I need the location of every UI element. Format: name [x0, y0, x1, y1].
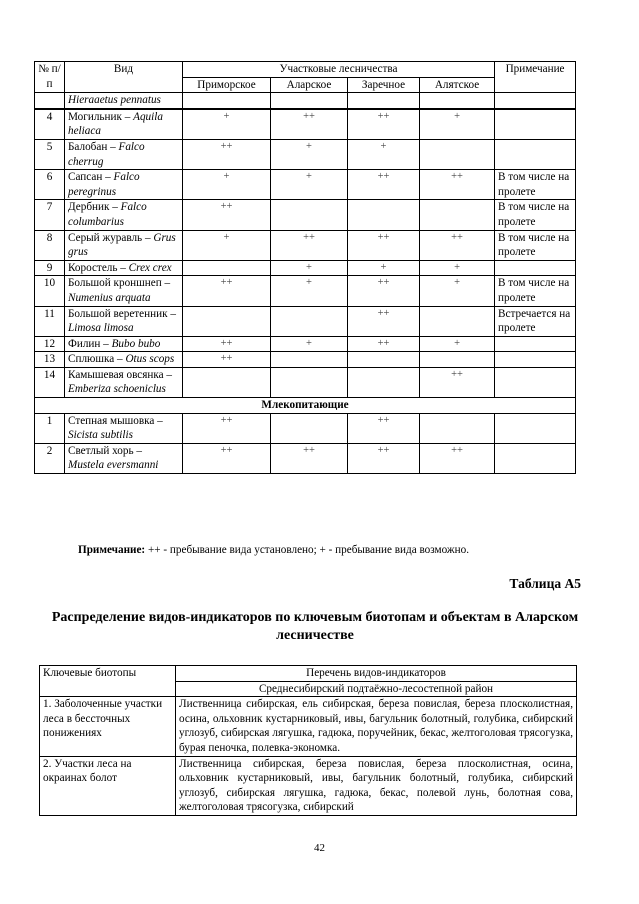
indicator-species-list: Лиственница сибирская, ель сибирская, береза повислая, береза плосколистная, осина, ольховник кустарниковый, ивы, багульник болотный, голубика, сибирский углозуб, сибирская лягушка, гадюка, поручейник, бекас, желтоголовая трясогузка, бурая пеночка, полевка-экономка.	[176, 697, 577, 756]
table-footnote	[78, 544, 469, 556]
presence-mark: ++	[348, 306, 420, 336]
presence-mark: ++	[420, 230, 495, 260]
presence-mark	[348, 200, 420, 230]
header-biotopes: Ключевые биотопы	[40, 666, 176, 697]
species-russian: Сапсан –	[68, 171, 114, 184]
presence-mark: +	[348, 139, 420, 169]
row-number: 12	[35, 336, 65, 352]
row-number: 5	[35, 139, 65, 169]
presence-mark	[271, 352, 348, 368]
presence-mark: ++	[420, 170, 495, 200]
presence-mark: ++	[183, 413, 271, 443]
header-col-alarskoe: Аларское	[271, 77, 348, 93]
species-russian: Коростель –	[68, 261, 129, 274]
species-russian: Дербник –	[68, 201, 121, 214]
table-row	[35, 260, 576, 276]
presence-mark	[420, 306, 495, 336]
species-name	[65, 230, 183, 260]
row-number: 10	[35, 276, 65, 306]
presence-mark: +	[271, 260, 348, 276]
header-note: Примечание	[495, 62, 576, 93]
species-name	[65, 413, 183, 443]
presence-mark: +	[271, 336, 348, 352]
row-number: 2	[35, 443, 65, 473]
species-latin: Otus scops	[125, 353, 175, 366]
species-russian: Большой кроншнеп –	[68, 277, 171, 290]
species-name	[65, 139, 183, 169]
species-russian: Могильник –	[68, 110, 134, 123]
row-note	[495, 443, 576, 473]
species-latin: Falco cherrug	[68, 140, 145, 168]
presence-mark: ++	[271, 230, 348, 260]
page-number: 42	[314, 842, 325, 854]
species-latin: Crex crex	[128, 261, 172, 274]
presence-mark: +	[420, 276, 495, 306]
presence-mark: ++	[348, 230, 420, 260]
row-note	[495, 336, 576, 352]
species-russian: Большой веретенник –	[68, 307, 176, 320]
row-number: 1	[35, 413, 65, 443]
row-number: 6	[35, 170, 65, 200]
species-russian: Балобан –	[68, 140, 119, 153]
row-note: В том числе на пролете	[495, 276, 576, 306]
table-row	[35, 443, 576, 473]
table-row	[35, 109, 576, 140]
species-latin: Aquila heliaca	[68, 110, 163, 138]
table-row	[35, 170, 576, 200]
row-note	[495, 413, 576, 443]
presence-mark: ++	[348, 170, 420, 200]
table-row	[35, 276, 576, 306]
species-name	[65, 260, 183, 276]
presence-mark: ++	[348, 443, 420, 473]
row-number: 9	[35, 260, 65, 276]
presence-mark: +	[348, 260, 420, 276]
table-row	[35, 139, 576, 169]
presence-mark: +	[271, 276, 348, 306]
row-number: 13	[35, 352, 65, 368]
row-number: 14	[35, 367, 65, 397]
species-name	[65, 352, 183, 368]
presence-mark: ++	[348, 336, 420, 352]
presence-mark	[183, 260, 271, 276]
header-forestries: Участковые лесничества	[183, 62, 495, 78]
row-note	[495, 139, 576, 169]
species-name	[65, 200, 183, 230]
table-row	[35, 200, 576, 230]
row-note: В том числе на пролете	[495, 230, 576, 260]
presence-mark: ++	[271, 109, 348, 140]
species-name	[65, 109, 183, 140]
species-name	[65, 306, 183, 336]
table-row	[40, 756, 577, 815]
table-row	[35, 230, 576, 260]
species-name	[65, 170, 183, 200]
row-number: 7	[35, 200, 65, 230]
header-col-alyatskoe: Алятское	[420, 77, 495, 93]
biotope-name: 2. Участки леса на окраинах болот	[40, 756, 176, 815]
presence-mark: +	[420, 109, 495, 140]
presence-mark	[420, 413, 495, 443]
species-russian: Степная мышовка –	[68, 414, 163, 427]
species-russian: Филин –	[68, 337, 112, 350]
presence-mark: +	[183, 230, 271, 260]
presence-mark	[183, 306, 271, 336]
species-latin: Limosa limosa	[68, 322, 134, 335]
species-russian: Светлый хорь –	[68, 444, 142, 457]
row-note: В том числе на пролете	[495, 200, 576, 230]
section-mammals: Млекопитающие	[35, 398, 576, 414]
header-species: Вид	[65, 62, 183, 93]
biotope-name: 1. Заболоченные участки леса в бессточных понижениях	[40, 697, 176, 756]
presence-mark	[271, 413, 348, 443]
footnote-label: Примечание:	[78, 544, 146, 556]
table-row	[40, 697, 577, 756]
species-latin: Grus grus	[68, 231, 176, 259]
table-row	[35, 336, 576, 352]
table-row	[35, 413, 576, 443]
row-number: 8	[35, 230, 65, 260]
presence-mark	[420, 352, 495, 368]
species-latin: Emberiza schoeniclus	[68, 383, 166, 396]
presence-mark	[271, 200, 348, 230]
row-note: В том числе на пролете	[495, 170, 576, 200]
presence-mark: +	[183, 109, 271, 140]
presence-mark: ++	[183, 276, 271, 306]
presence-mark: ++	[271, 443, 348, 473]
presence-mark: +	[271, 139, 348, 169]
header-col-zarechnoe: Заречное	[348, 77, 420, 93]
table-row	[35, 367, 576, 397]
presence-mark	[348, 367, 420, 397]
species-name	[65, 336, 183, 352]
section-heading: Распределение видов-индикаторов по ключевым биотопам и объектам в Аларском лесничестве	[51, 610, 579, 643]
row-note	[495, 352, 576, 368]
table-label: Таблица А5	[509, 576, 581, 591]
presence-mark: ++	[183, 139, 271, 169]
row-number: 4	[35, 109, 65, 140]
row-note	[495, 367, 576, 397]
presence-mark: +	[420, 260, 495, 276]
presence-mark: ++	[183, 200, 271, 230]
presence-mark: ++	[420, 367, 495, 397]
presence-mark	[420, 200, 495, 230]
header-col-primorskoe: Приморское	[183, 77, 271, 93]
species-russian: Камышевая овсянка –	[68, 368, 173, 381]
header-num: № п/п	[35, 62, 65, 93]
presence-mark: ++	[183, 352, 271, 368]
presence-mark: ++	[420, 443, 495, 473]
species-russian: Сплюшка –	[68, 353, 126, 366]
row-note	[495, 109, 576, 140]
presence-mark	[271, 367, 348, 397]
species-latin: Sicista subtilis	[68, 429, 133, 442]
presence-mark: +	[420, 336, 495, 352]
footnote-text: ++ - пребывание вида установлено; + - пребывание вида возможно.	[145, 544, 470, 556]
presence-mark: ++	[183, 336, 271, 352]
indicator-species-list: Лиственница сибирская, береза повислая, береза плосколистная, осина, ольховник кустарниковый, ивы, багульник болотный, голубика, сибирский углозуб, сибирская лягушка, гадюка, бекас, полевой лунь, болотная сова, желтоголовая трясогузка, сибирский	[176, 756, 577, 815]
table-row	[35, 352, 576, 368]
header-region: Среднесибирский подтаёжно-лесостепной район	[176, 681, 577, 697]
presence-mark	[271, 306, 348, 336]
row-note	[495, 260, 576, 276]
header-indicator-species: Перечень видов-индикаторов	[176, 666, 577, 682]
presence-mark: +	[271, 170, 348, 200]
presence-mark: ++	[348, 276, 420, 306]
presence-mark: +	[183, 170, 271, 200]
species-latin: Hieraaetus pennatus	[65, 93, 183, 109]
row-number: 11	[35, 306, 65, 336]
presence-mark	[420, 139, 495, 169]
presence-mark: ++	[348, 109, 420, 140]
presence-mark	[183, 367, 271, 397]
table-row	[35, 306, 576, 336]
table-row-continued	[35, 93, 576, 109]
species-latin: Mustela eversmanni	[68, 459, 159, 472]
species-latin: Numenius arquata	[68, 291, 151, 304]
row-note: Встречается на пролете	[495, 306, 576, 336]
species-name	[65, 367, 183, 397]
presence-mark: ++	[183, 443, 271, 473]
biotope-table	[39, 665, 577, 816]
species-name	[65, 276, 183, 306]
section-row	[35, 398, 576, 414]
species-latin: Bubo bubo	[111, 337, 161, 350]
presence-mark: ++	[348, 413, 420, 443]
species-table	[34, 61, 576, 474]
presence-mark	[348, 352, 420, 368]
species-russian: Серый журавль –	[68, 231, 154, 244]
species-name	[65, 443, 183, 473]
species-latin: Falco peregrinus	[68, 171, 140, 198]
species-latin: Falco columbarius	[68, 201, 147, 228]
